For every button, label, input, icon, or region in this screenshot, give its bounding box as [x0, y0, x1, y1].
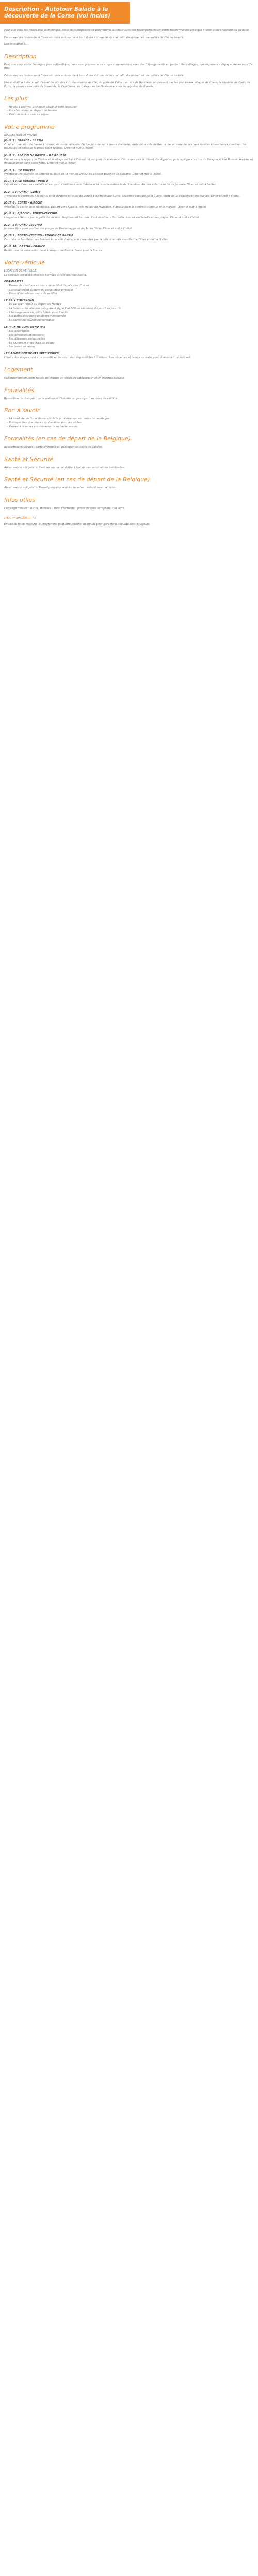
- list-item: - Permis de conduire en cours de validité depuis plus d'un an: [7, 284, 254, 289]
- vehicle-text: Le véhicule est disponible dès l'arrivée à l'aéroport de Bastia.: [4, 273, 87, 277]
- day-title: JOUR 8 : PORTO-VECCHIO: [4, 223, 42, 227]
- programme-heading: Votre programme: [4, 123, 55, 130]
- list-item: - Pièce d'identité en cours de validité: [7, 292, 254, 296]
- advice-heading: Bon à savoir: [4, 407, 40, 414]
- day-text: Journée libre pour profiter des plages de Palombaggia et de Santa Giulia. Dîner et nuit à l'hôtel.: [4, 227, 133, 231]
- responsibility-heading: RESPONSABILITÉ: [4, 516, 37, 521]
- accommodation-heading: Logement: [4, 366, 33, 374]
- intro-para: Pour que vous les mieux plus authentique, nous vous proposons ce programme autotour avec des hébergements en petits hôtels villages ainsi que l'hôtel, chez l'habitant ou en hôtel.: [4, 29, 250, 32]
- day-title: JOUR 10 : BASTIA - FRANCE: [4, 245, 45, 248]
- specifics-label: LES RENSEIGNEMENTS SPÉCIFIQUES: [4, 352, 59, 355]
- day-block: [4, 201, 254, 209]
- day-text: Longez la côte sud par le golfe du Valinco, Propriano et Sartène. Continuez vers Porto-Vecchio, sa vieille ville et ses plages. Dîner et nuit à l'hôtel.: [4, 216, 200, 220]
- suggestion-label: SUGGESTION DE VISITES: [4, 133, 38, 137]
- formalities-title: FORMALITÉS: [4, 280, 24, 284]
- list-item: - Le carnet de voyage personnalisé: [7, 319, 254, 323]
- list-item: - Prévoyez des chaussures confortables pour les visites.: [7, 421, 254, 426]
- price-includes-label: LE PRIX COMPREND: [4, 299, 34, 302]
- list-item: - Vol aller retour au départ de Nantes: [7, 109, 254, 113]
- specifics-text: L'ordre des étapes peut être modifié en fonction des disponibilités hôtelières. Les distances et temps de trajet sont donnés à titre indicatif.: [4, 356, 191, 360]
- day-block: [4, 169, 254, 177]
- page: [0, 2, 258, 527]
- day-text: Profitez d'une journée de détente au bord de la mer ou visitez les villages perchés de Balagne. Dîner et nuit à l'hôtel.: [4, 173, 162, 176]
- day-text: Départ vers la région du Nebbio et le village de Saint-Florent, et son port de plaisance. Continuez vers le désert des Agriates, puis rejoignez la côte de Balagne et l'Île Rousse. Arrivée en fin de journée dans votre hôtel. Dîner et nuit à l'hôtel.: [4, 158, 253, 165]
- day-title: JOUR 7 : AJACCIO - PORTO-VECCHIO: [4, 212, 57, 216]
- list-item: - Les petits déjeuners et dîners mentionnés: [7, 315, 254, 319]
- intro-para: Une invitation à...: [4, 43, 28, 46]
- list-item: - Les assurances: [7, 330, 254, 334]
- day-block: [4, 212, 254, 220]
- main-content: [0, 29, 258, 527]
- accommodation-text: Hébergement en petits hôtels de charme et hôtels de catégorie 2* et 3* (normes locales).: [4, 377, 125, 380]
- list-item: - Pensez à réserver vos restaurants en haute saison.: [7, 425, 254, 429]
- formalities-belgium-text: Ressortissants belges : carte d'identité ou passeport en cours de validité.: [4, 446, 103, 449]
- list-item: - Les taxes de séjour: [7, 345, 254, 349]
- les-plus-list: [4, 106, 254, 117]
- day-text: Visite de la vallée de la Restonica. Départ vers Ajaccio, ville natale de Napoléon. Flânerie dans le centre historique et le marché. Dîner et nuit à l'hôtel.: [4, 205, 207, 209]
- day-title: JOUR 4 : ILE ROUSSE - PORTO: [4, 179, 49, 183]
- day-block: [4, 245, 254, 253]
- price-includes-list: [4, 303, 254, 323]
- day-title: JOUR 9 : PORTO-VECCHIO - REGION DE BASTIA: [4, 234, 74, 238]
- list-item: - Le vol aller retour au départ de Nantes: [7, 303, 254, 307]
- responsibility-text: En cas de force majeure, le programme peut être modifié ou annulé pour garantir la sécurité des voyageurs.: [4, 523, 151, 527]
- day-title: JOUR 2 : REGION DE BASTIA - ILE ROUSSE: [4, 154, 67, 157]
- description-heading: Description: [4, 53, 37, 60]
- intro-section: [4, 29, 254, 47]
- price-excludes-label: LE PRIX NE COMPREND PAS: [4, 326, 46, 329]
- list-item: - Le carburant et les frais de péage: [7, 342, 254, 346]
- day-block: [4, 234, 254, 242]
- useful-info-text: Décalage horaire : aucun. Monnaie : euro. Électricité : prises de type européen, 220 volts.: [4, 506, 125, 510]
- formalities-list: [4, 284, 254, 296]
- list-item: - Hôtels à charme, à chaque étape et petit déjeuner: [7, 106, 254, 110]
- list-item: - Véhicule inclus dans ce séjour: [7, 113, 254, 117]
- day-title: JOUR 5 : PORTO - CORTE: [4, 191, 41, 194]
- formalities-belgium-heading: Formalités (en cas de départ de la Belgique): [4, 435, 131, 443]
- description-para: Découvrez les routes de la Corse en toute autonomie à bord d'une voiture de location afin d'explorer les merveilles de l'île de beauté.: [4, 74, 184, 77]
- day-text: Envol en direction de Bastia. Livraison de votre véhicule. En fonction de votre heure d'arrivée, visite de la ville de Bastia, découverte de ses rues étroites et ses beaux quartiers, les boutiques et cafés de la place Saint-Nicolas. Dîner et nuit à l'hôtel.: [4, 143, 247, 150]
- list-item: - Les dépenses personnelles: [7, 337, 254, 342]
- day-block: [4, 191, 254, 198]
- day-text: Traversez le centre de l'île par la forêt d'Aïtone et le col de Vergio pour rejoindre Corte, ancienne capitale de la Corse. Visite de la citadelle et des ruelles. Dîner et nuit à l'hôtel.: [4, 194, 240, 198]
- formalities-heading: Formalités: [4, 386, 34, 394]
- health-text: Aucun vaccin obligatoire. Il est recommandé d'être à jour de ses vaccinations habituelles.: [4, 466, 125, 469]
- day-text: Excursion à Bonifacio, ses falaises et sa ville haute, puis remontée par la côte orientale vers Bastia. Dîner et nuit à l'hôtel.: [4, 238, 168, 242]
- list-item: - Les déjeuners et boissons: [7, 334, 254, 338]
- health-belgium-text: Aucun vaccin obligatoire. Renseignez-vous auprès de votre médecin avant le départ.: [4, 486, 119, 490]
- formalities-text: Ressortissants français : carte nationale d'identité ou passeport en cours de validité.: [4, 397, 118, 400]
- description-para: Pour que vous viviez les séjour plus authentique, nous vous proposons ce programme autotour avec des hébergements en petits hôtels villages, une expérience dépaysante en bord de mer.: [4, 63, 252, 71]
- list-item: - La conduite en Corse demande de la prudence sur les routes de montagne.: [7, 417, 254, 421]
- day-block: [4, 224, 254, 231]
- list-item: - L'hébergement en petits hôtels pour 9 nuits: [7, 311, 254, 315]
- health-belgium-heading: Santé et Sécurité (en cas de départ de la Belgique): [4, 476, 150, 483]
- day-text: Restitution de votre véhicule et transport de Bastia. Envol pour la France.: [4, 249, 103, 252]
- day-title: JOUR 1 : FRANCE - BASTIA: [4, 139, 43, 143]
- day-block: [4, 139, 254, 151]
- list-item: - Carte de crédit au nom du conducteur principal: [7, 289, 254, 293]
- day-title: JOUR 6 : CORTE - AJACCIO: [4, 201, 43, 205]
- intro-para: Découvrez les routes de la Corse en toute autonomie à bord d'une voiture de location afin d'explorer les merveilles de l'île de beauté.: [4, 36, 184, 39]
- list-item: - La location du véhicule catégorie A (type Fiat 500 ou similaire) du jour 1 au jour 10: [7, 307, 254, 311]
- day-title: JOUR 3 : ILE ROUSSE: [4, 168, 35, 172]
- vehicle-label: LOCATION DE VEHICULE: [4, 269, 37, 273]
- day-text: Départ vers Calvi, sa citadelle et son port. Continuez vers Galéria et la réserve naturelle de Scandola. Arrivée à Porto en fin de journée. Dîner et nuit à l'hôtel.: [4, 183, 216, 187]
- vehicle-heading: Votre véhicule: [4, 259, 45, 266]
- les-plus-heading: Les plus: [4, 95, 27, 102]
- price-excludes-list: [4, 330, 254, 349]
- day-block: [4, 180, 254, 188]
- useful-info-heading: Infos utiles: [4, 496, 35, 503]
- health-heading: Santé et Sécurité: [4, 455, 54, 463]
- description-para: Une invitation à découvrir 'l'essai' du site des incontournables de l'île, du golfe de Valinco au site de Bonifacio, en passant par les plus beaux villages de Corse, la citadelle de Calvi, de Porto, la réserve naturelle de Scandola, le Cap Corse, les Calanques de Piana ou encore les aiguilles de Bavella.: [4, 81, 250, 89]
- advice-list: [4, 417, 254, 429]
- day-block: [4, 154, 254, 166]
- page-title: Description - Autotour Balade à la découverte de la Corse (vol inclus): [0, 2, 130, 24]
